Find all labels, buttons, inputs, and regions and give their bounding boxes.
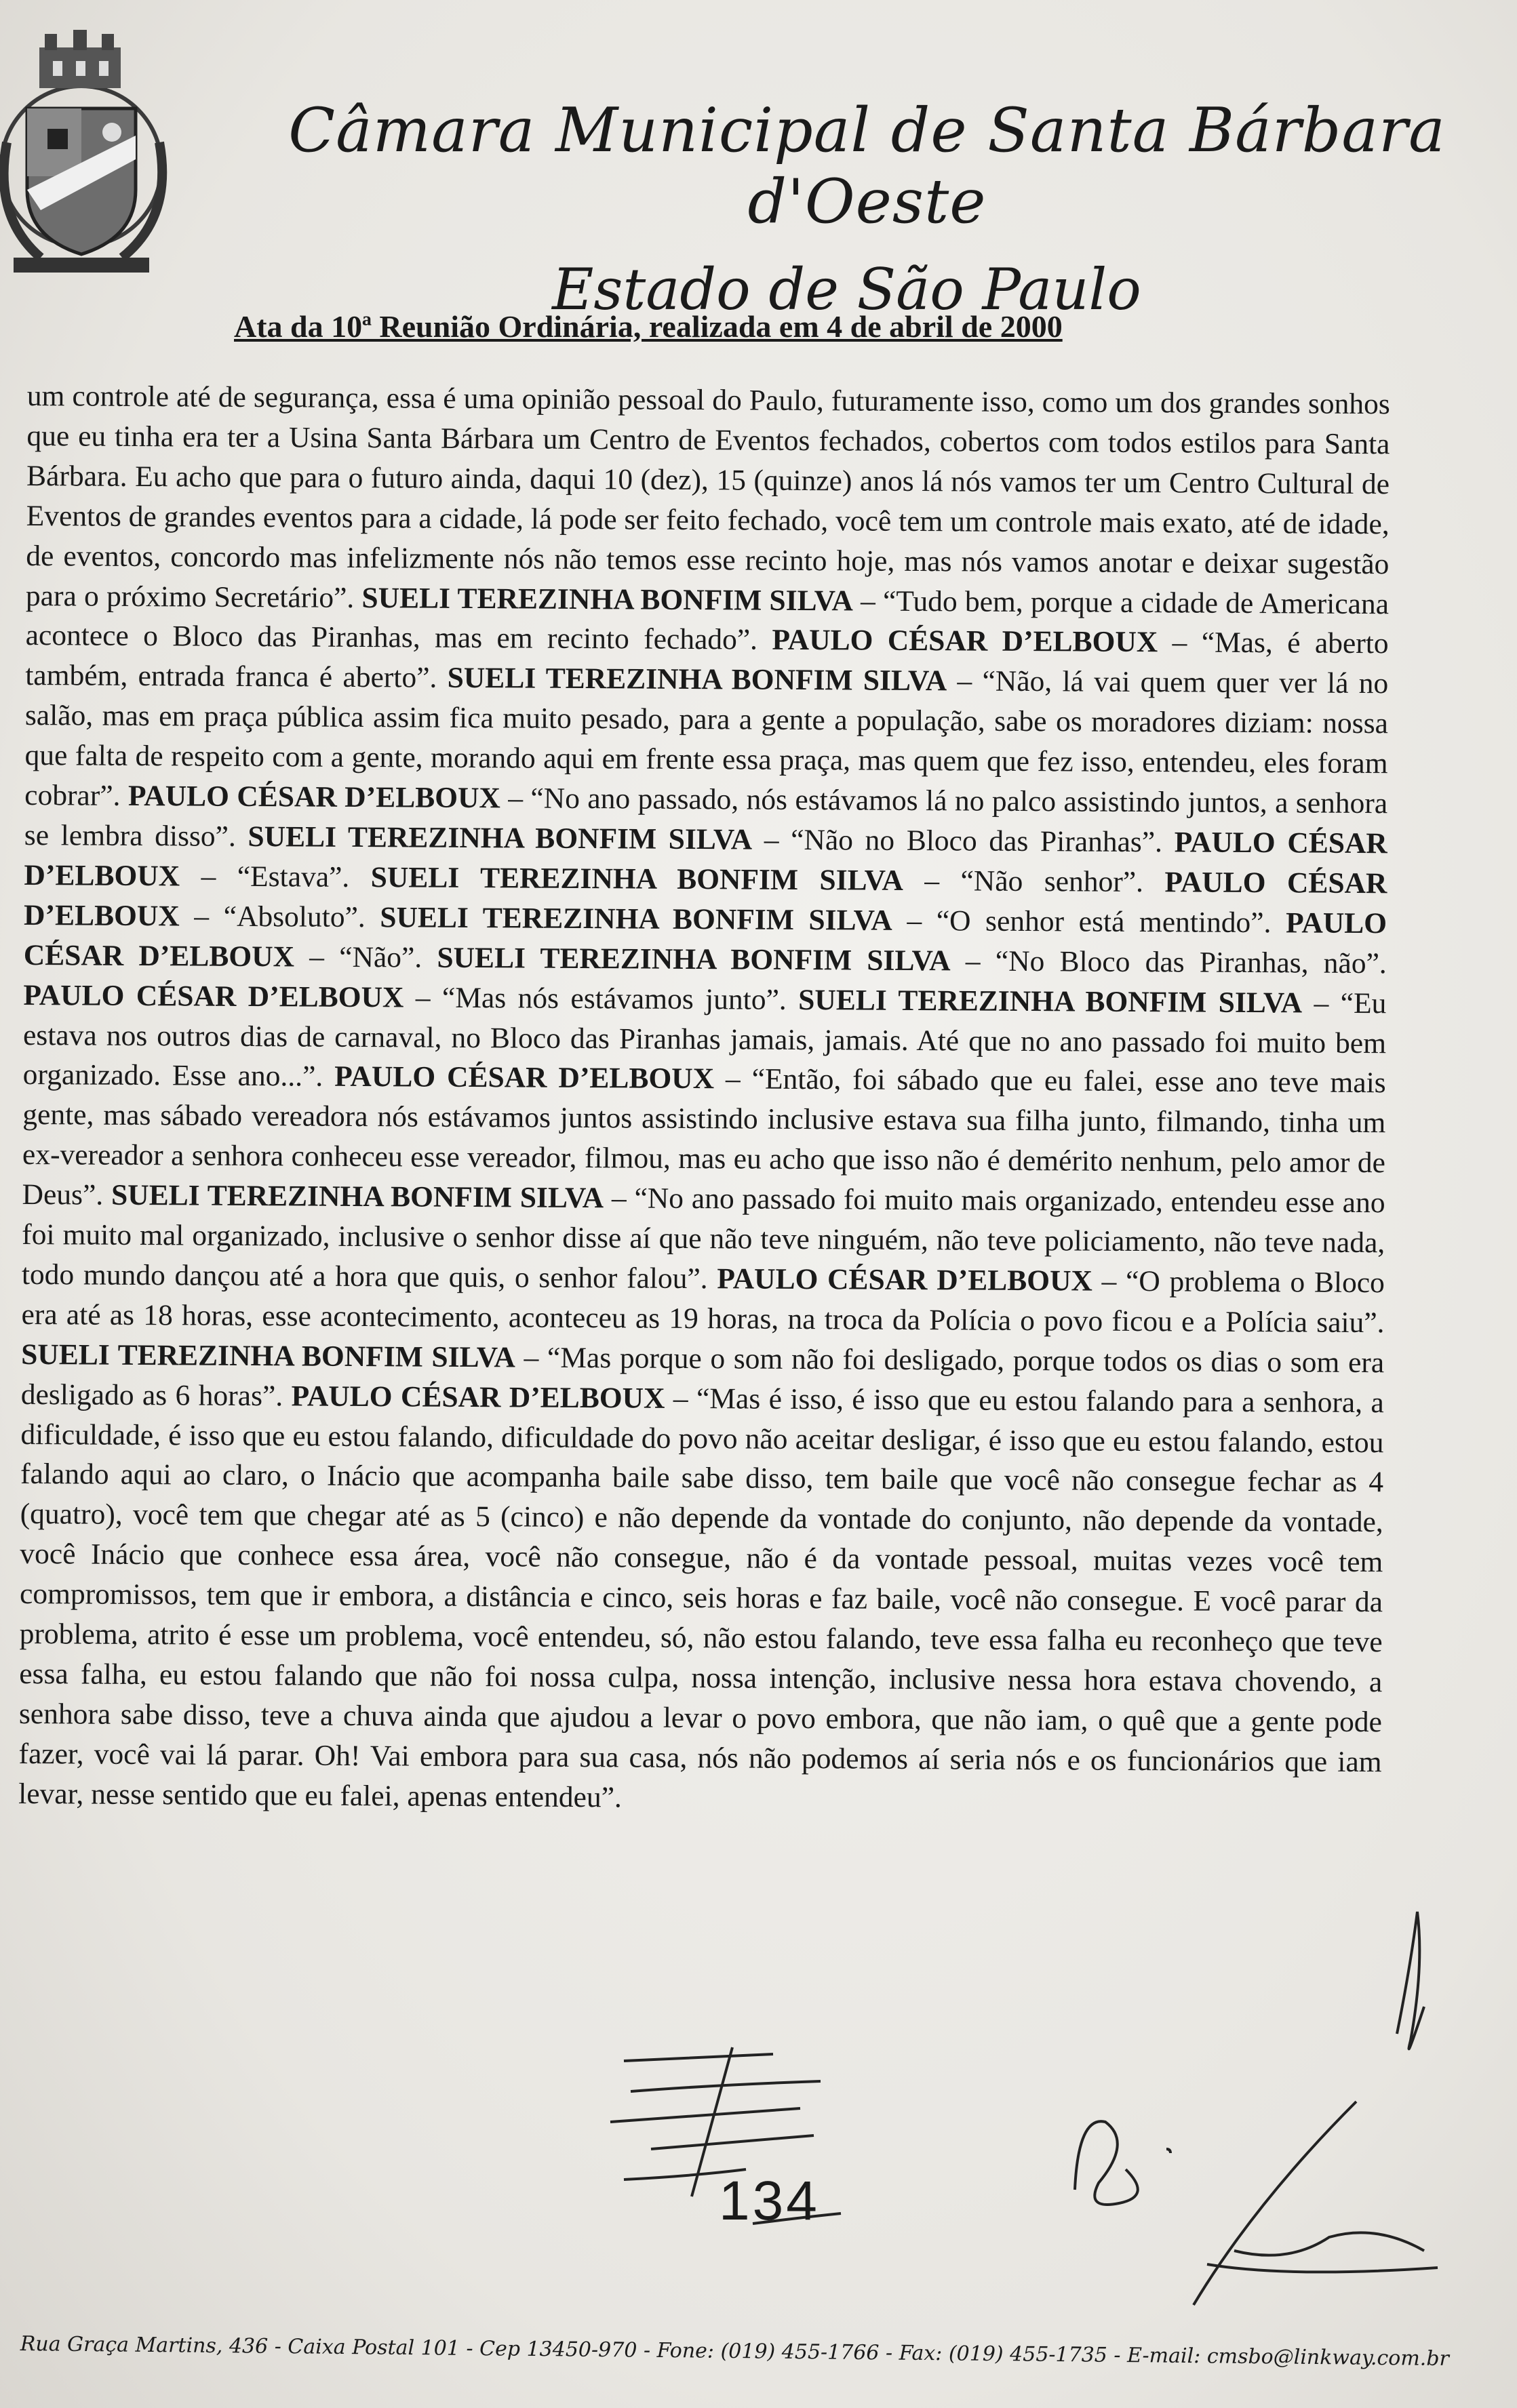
speech-text: – “O problema o Bloco era até as 18 horas, esse acontecimento, aconteceu as 19 horas, na troca da Polícia o povo ficou e a Polícia saiu”. bbox=[21, 1264, 1385, 1340]
speech-text: – “Não, lá vai quem quer ver lá no salão, mas em praça pública assim fica muito pesado, para a gente a população, sabe os moradores diziam: nossa que falta de respeito com a gente, morando aqui em frente essa praça, mas quem que fez isso, entendeu, eles foram cobrar”. bbox=[24, 664, 1389, 812]
signature-scribble-icon bbox=[610, 1912, 1438, 2305]
speaker-name: SUELI TEREZINHA BONFIM SILVA bbox=[361, 581, 853, 617]
speech-text: – “Então, foi sábado que eu falei, esse ano teve mais gente, mas sábado vereadora nós estávamos juntos assistindo inclusive estava sua filha junto, filmando, tinha um ex-vereador a senhora conheceu esse vereador, filmou, mas eu acho que isso não é demérito nenhum, pelo amor de Deus”. bbox=[22, 1062, 1386, 1211]
speaker-name: PAULO CÉSAR D’ELBOUX bbox=[24, 826, 1387, 893]
letterhead-state: Estado de São Paulo bbox=[552, 256, 1141, 323]
speech-text: – “Não no Bloco das Piranhas”. bbox=[751, 823, 1175, 859]
speaker-name: PAULO CÉSAR D’ELBOUX bbox=[334, 1060, 715, 1096]
minutes-body bbox=[18, 376, 1390, 1822]
speaker-name: PAULO CÉSAR D’ELBOUX bbox=[717, 1262, 1093, 1298]
speaker-name: SUELI TEREZINHA BONFIM SILVA bbox=[21, 1338, 516, 1374]
speech-text: um controle até de segurança, essa é uma opinião pessoal do Paulo, futuramente isso, como um dos grandes sonhos que eu tinha era ter a Usina Santa Bárbara um Centro de Eventos fechados, cobertos com todos estilos para Santa Bárbara. Eu acho que para o futuro ainda, daqui 10 (dez), 15 (quinze) anos lá nós vamos ter um Centro Cultural de Eventos de grandes eventos para a cidade, lá pode ser feito fechado, você tem um controle mais exato, até de idade, de eventos, concordo mas infelizmente nós não temos esse recinto hoje, mas nós vamos anotar e deixar sugestão para o próximo Secretário”. bbox=[25, 379, 1390, 614]
speech-text: – “Não”. bbox=[294, 940, 437, 974]
speech-text: – “No ano passado, nós estávamos lá no palco assistindo juntos, a senhora se lembra disso”. bbox=[24, 782, 1388, 853]
speech-text: – “Mas, é aberto também, entrada franca é aberto”. bbox=[25, 626, 1389, 695]
speech-text: – “Mas porque o som não foi desligado, porque todos os dias o som era desligado as 6 horas”. bbox=[20, 1341, 1385, 1413]
speaker-name: SUELI TEREZINHA BONFIM SILVA bbox=[370, 860, 903, 897]
speech-text: – “Absoluto”. bbox=[179, 900, 380, 934]
speaker-name: SUELI TEREZINHA BONFIM SILVA bbox=[447, 662, 947, 698]
letterhead-institution: Câmara Municipal de Santa Bárbara d'Oeste bbox=[288, 95, 1446, 237]
speaker-name: PAULO CÉSAR D’ELBOUX bbox=[127, 779, 500, 815]
speaker-name: PAULO CÉSAR D’ELBOUX bbox=[772, 624, 1158, 659]
speaker-name: SUELI TEREZINHA BONFIM SILVA bbox=[437, 941, 951, 978]
speech-text: – “No ano passado foi muito mais organizado, entendeu esse ano foi muito mal organizado, inclusive o senhor disse aí que não teve ninguém, não teve policiamento, não teve nada, todo mundo dançou até a hora que quis, o senhor falou”. bbox=[21, 1182, 1385, 1296]
speaker-name: SUELI TEREZINHA BONFIM SILVA bbox=[380, 900, 892, 937]
speech-text: – “Mas é isso, é isso que eu estou falando para a senhora, a dificuldade, é isso que eu estou falando, dificuldade do povo não aceitar desligar, é isso que eu estou falando, estou falando aqui ao claro, o Inácio que acompanha baile sabe disso, tem baile que você não consegue fechar as 4 (quatro), você tem que chegar até as 5 (cinco) e não depende da vontade do conjunto, não depende da vontade, você Inácio que conhece essa área, você não consegue, não é da vontade pessoal, muitas vezes você tem compromissos, tem que ir embora, a distância e cinco, seis horas e faz baile, você não consegue. E você parar da problema, atrito é esse um problema, você entendeu, só, não estou falando, teve essa falha eu reconheço que teve essa falha, eu estou falando que não foi nossa culpa, nossa intenção, inclusive nessa hora estava chovendo, a senhora sabe disso, teve a chuva ainda que ajudou a levar o povo embora, que não iam, o quê que a gente pode fazer, você vai lá parar. Oh! Vai embora para sua casa, nós não podemos aí seria nós e os funcionários que iam levar, nesse sentido que eu falei, apenas entendeu”. bbox=[18, 1382, 1384, 1814]
speaker-name: PAULO CÉSAR D’ELBOUX bbox=[23, 906, 1387, 974]
speaker-name: SUELI TEREZINHA BONFIM SILVA bbox=[798, 983, 1303, 1020]
speech-text: – “Eu estava nos outros dias de carnaval, no Bloco das Piranhas jamais, jamais. Até que no ano passado foi muito bem organizado. Esse ano...”. bbox=[22, 986, 1387, 1093]
speech-text: – “Estava”. bbox=[179, 860, 371, 894]
speech-text: – “Não senhor”. bbox=[903, 864, 1165, 899]
minutes-heading: Ata da 10ª Reunião Ordinária, realizada em 4 de abril de 2000 bbox=[234, 309, 1063, 344]
speaker-name: SUELI TEREZINHA BONFIM SILVA bbox=[248, 820, 753, 856]
letterhead bbox=[0, 95, 1517, 323]
speech-text: – “Mas nós estávamos junto”. bbox=[403, 981, 799, 1016]
page-number: 134 bbox=[719, 2170, 820, 2232]
speaker-name: PAULO CÉSAR D’ELBOUX bbox=[23, 866, 1387, 933]
speaker-name: PAULO CÉSAR D’ELBOUX bbox=[23, 978, 404, 1014]
speaker-name: PAULO CÉSAR D’ELBOUX bbox=[291, 1380, 665, 1415]
speech-text: – “Tudo bem, porque a cidade de Americana acontece o Bloco das Piranhas, mas em recinto fechado”. bbox=[25, 584, 1390, 657]
footer-address: Rua Graça Martins, 436 - Caixa Postal 101 - Cep 13450-970 - Fone: (019) 455-1766 - Fax: (019) 455-1735 - E-mail: cmsbo@linkway.com.br bbox=[20, 2332, 1450, 2371]
speech-text: – “No Bloco das Piranhas, não”. bbox=[950, 944, 1387, 980]
speech-text: – “O senhor está mentindo”. bbox=[892, 904, 1286, 940]
speaker-name: SUELI TEREZINHA BONFIM SILVA bbox=[111, 1178, 604, 1215]
